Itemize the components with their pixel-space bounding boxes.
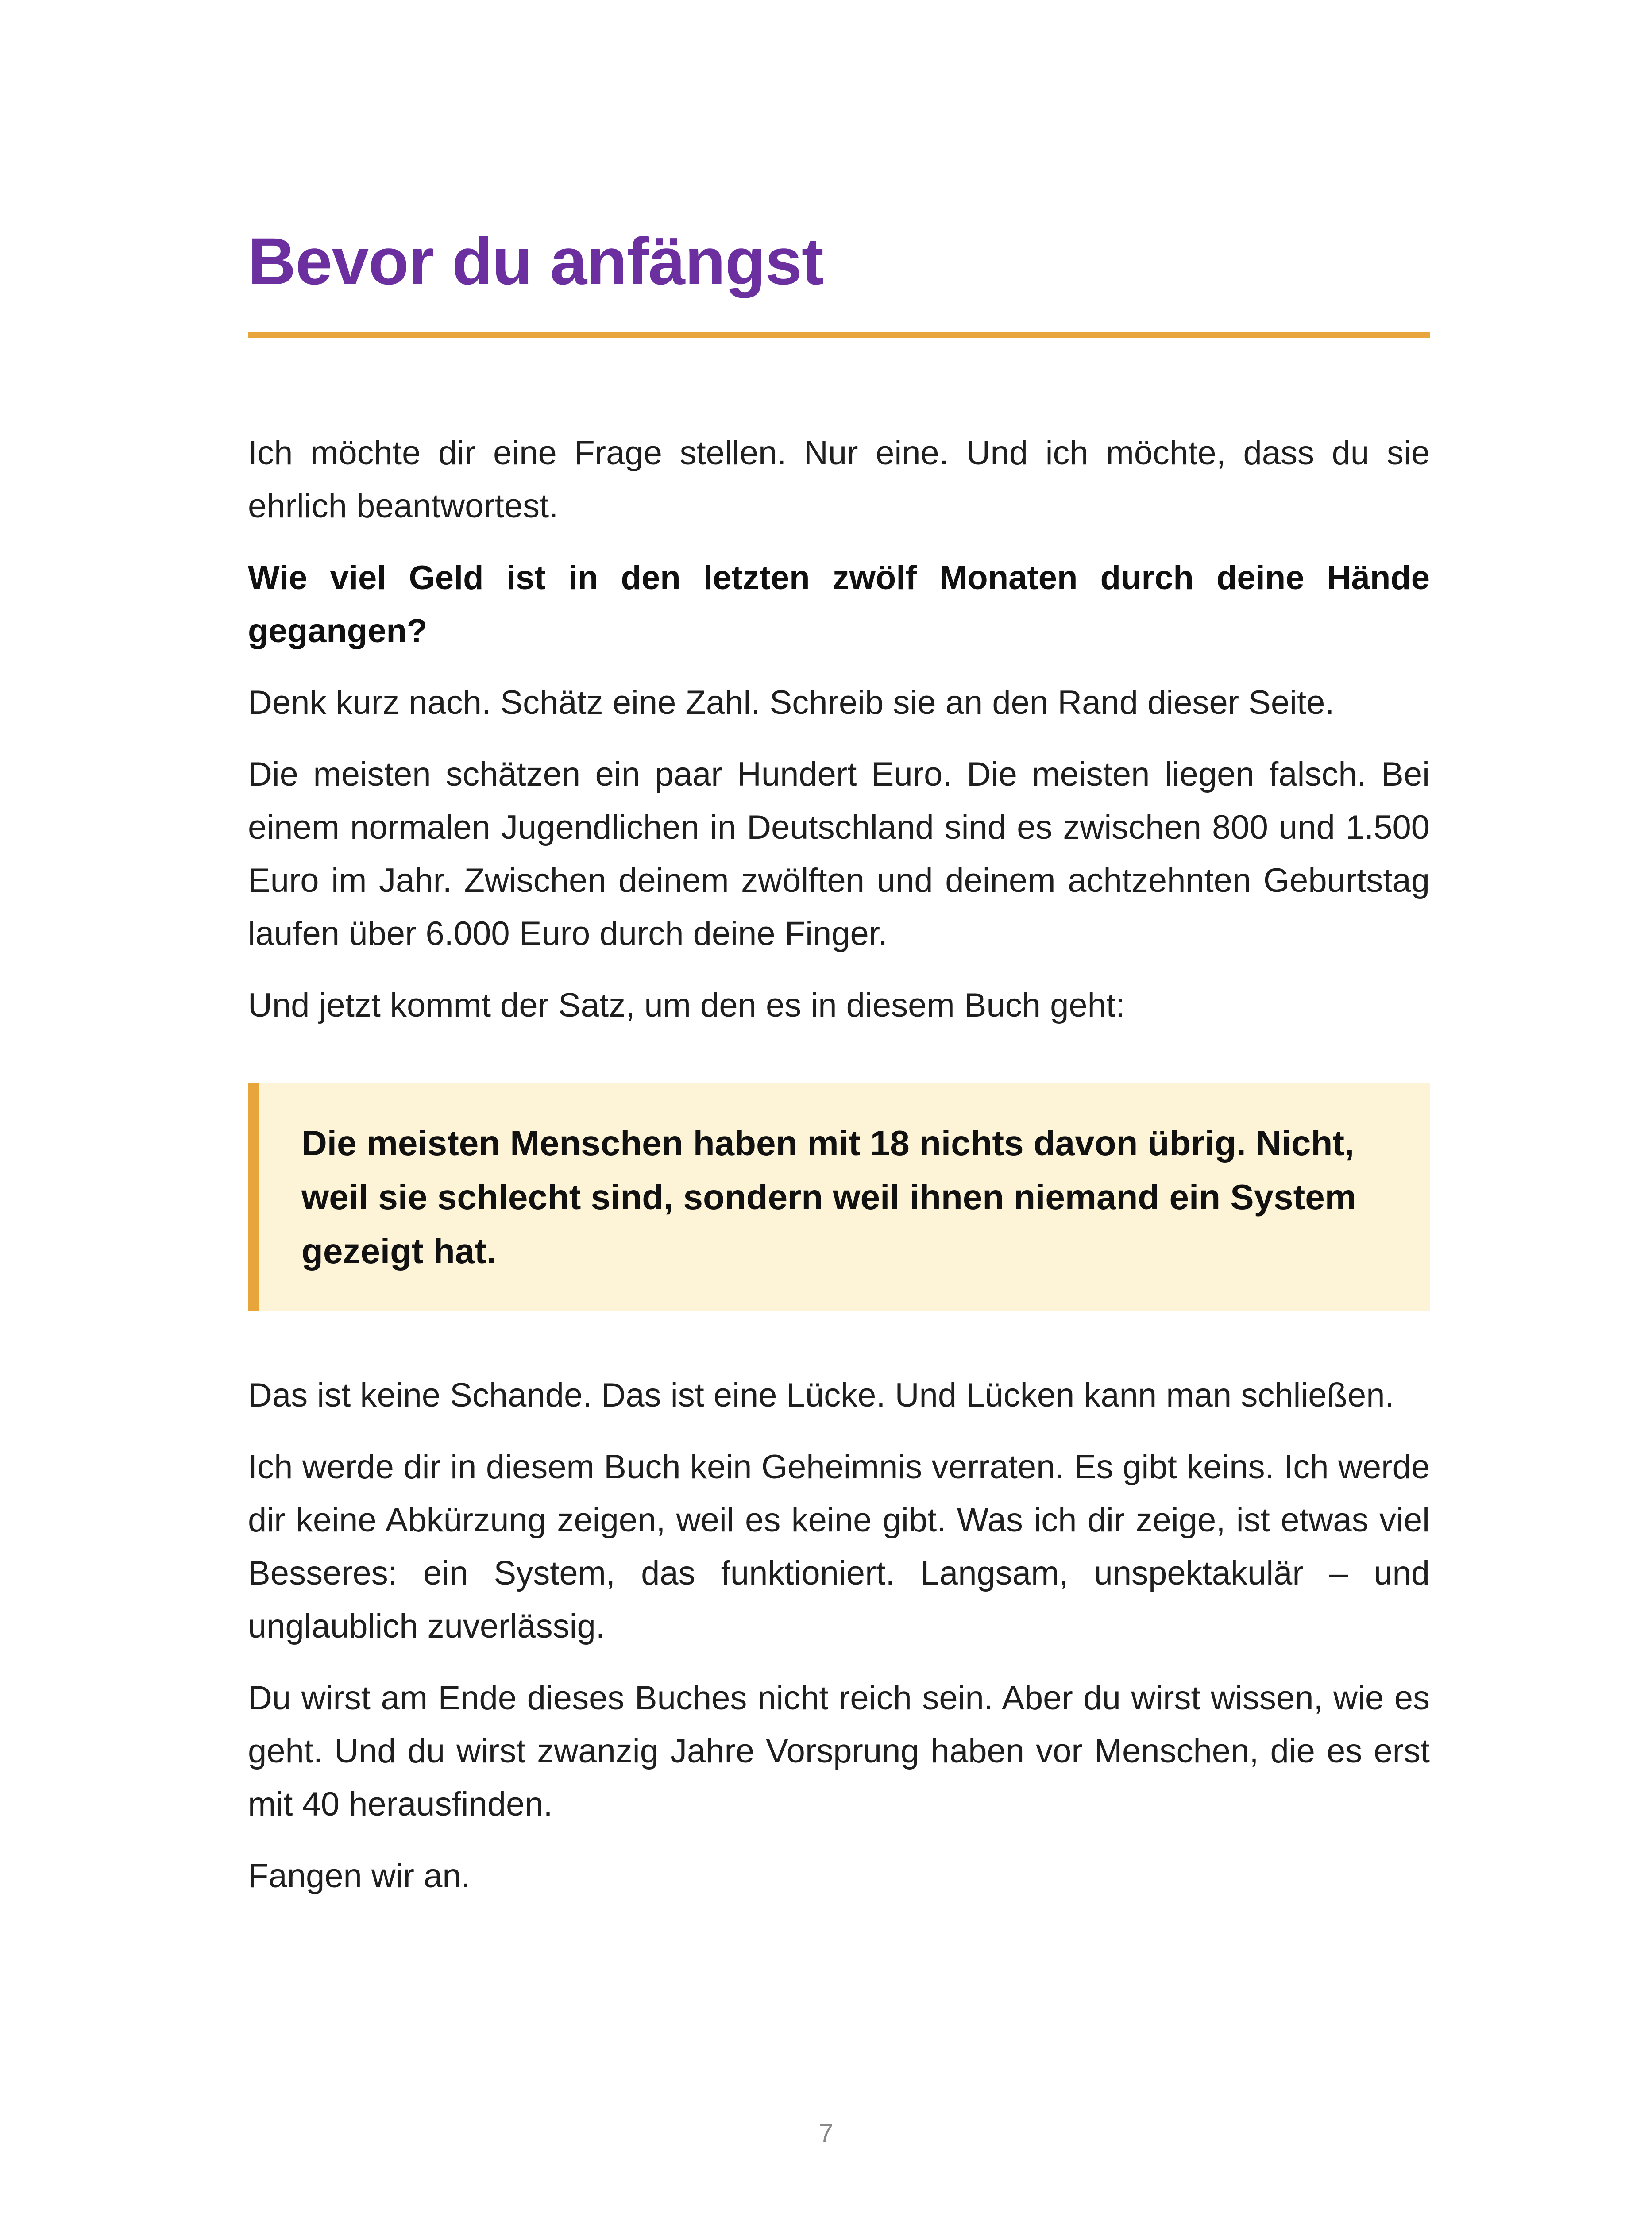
title-divider — [248, 332, 1430, 338]
paragraph-start: Fangen wir an. — [248, 1857, 471, 1895]
paragraph-key-question: Wie viel Geld ist in den letzten zwölf Monaten durch deine Hände gegangen? — [248, 559, 1430, 650]
callout-text: Die meisten Menschen haben mit 18 nichts davon übrig. Nicht, weil sie schlecht sind, sondern weil ihnen niemand ein System gezeigt hat. — [301, 1123, 1356, 1271]
paragraph-gap: Das ist keine Schande. Das ist eine Lücke. Und Lücken kann man schließen. — [248, 1376, 1394, 1414]
paragraph-outlook: Du wirst am Ende dieses Buches nicht reich sein. Aber du wirst wissen, wie es geht. Und du wirst zwanzig Jahre Vorsprung haben vor Menschen, die es erst mit 40 herausfinden. — [248, 1679, 1430, 1823]
paragraph-system: Ich werde dir in diesem Buch kein Geheimnis verraten. Es gibt keins. Ich werde dir keine Abkürzung zeigen, weil es keine gibt. Was ich dir zeige, ist etwas viel Besseres: ein System, das funktioniert. Langsam, unspektakulär – und unglaublich zuverlässig. — [248, 1448, 1430, 1645]
paragraph-lead-in: Und jetzt kommt der Satz, um den es in diesem Buch geht: — [248, 987, 1125, 1024]
chapter-title: Bevor du anfängst — [248, 224, 823, 298]
paragraph-estimate: Denk kurz nach. Schätz eine Zahl. Schreib sie an den Rand dieser Seite. — [248, 684, 1335, 721]
page-content — [248, 212, 1430, 1921]
paragraph-question-intro: Ich möchte dir eine Frage stellen. Nur eine. Und ich möchte, dass du sie ehrlich beantwortest. — [248, 434, 1430, 525]
highlight-callout — [248, 1083, 1430, 1311]
page-number: 7 — [818, 2118, 834, 2148]
paragraph-numbers: Die meisten schätzen ein paar Hundert Euro. Die meisten liegen falsch. Bei einem normalen Jugendlichen in Deutschland sind es zwischen 800 und 1.500 Euro im Jahr. Zwischen deinem zwölften und deinem achtzehnten Geburtstag laufen über 6.000 Euro durch deine Finger. — [248, 756, 1430, 952]
